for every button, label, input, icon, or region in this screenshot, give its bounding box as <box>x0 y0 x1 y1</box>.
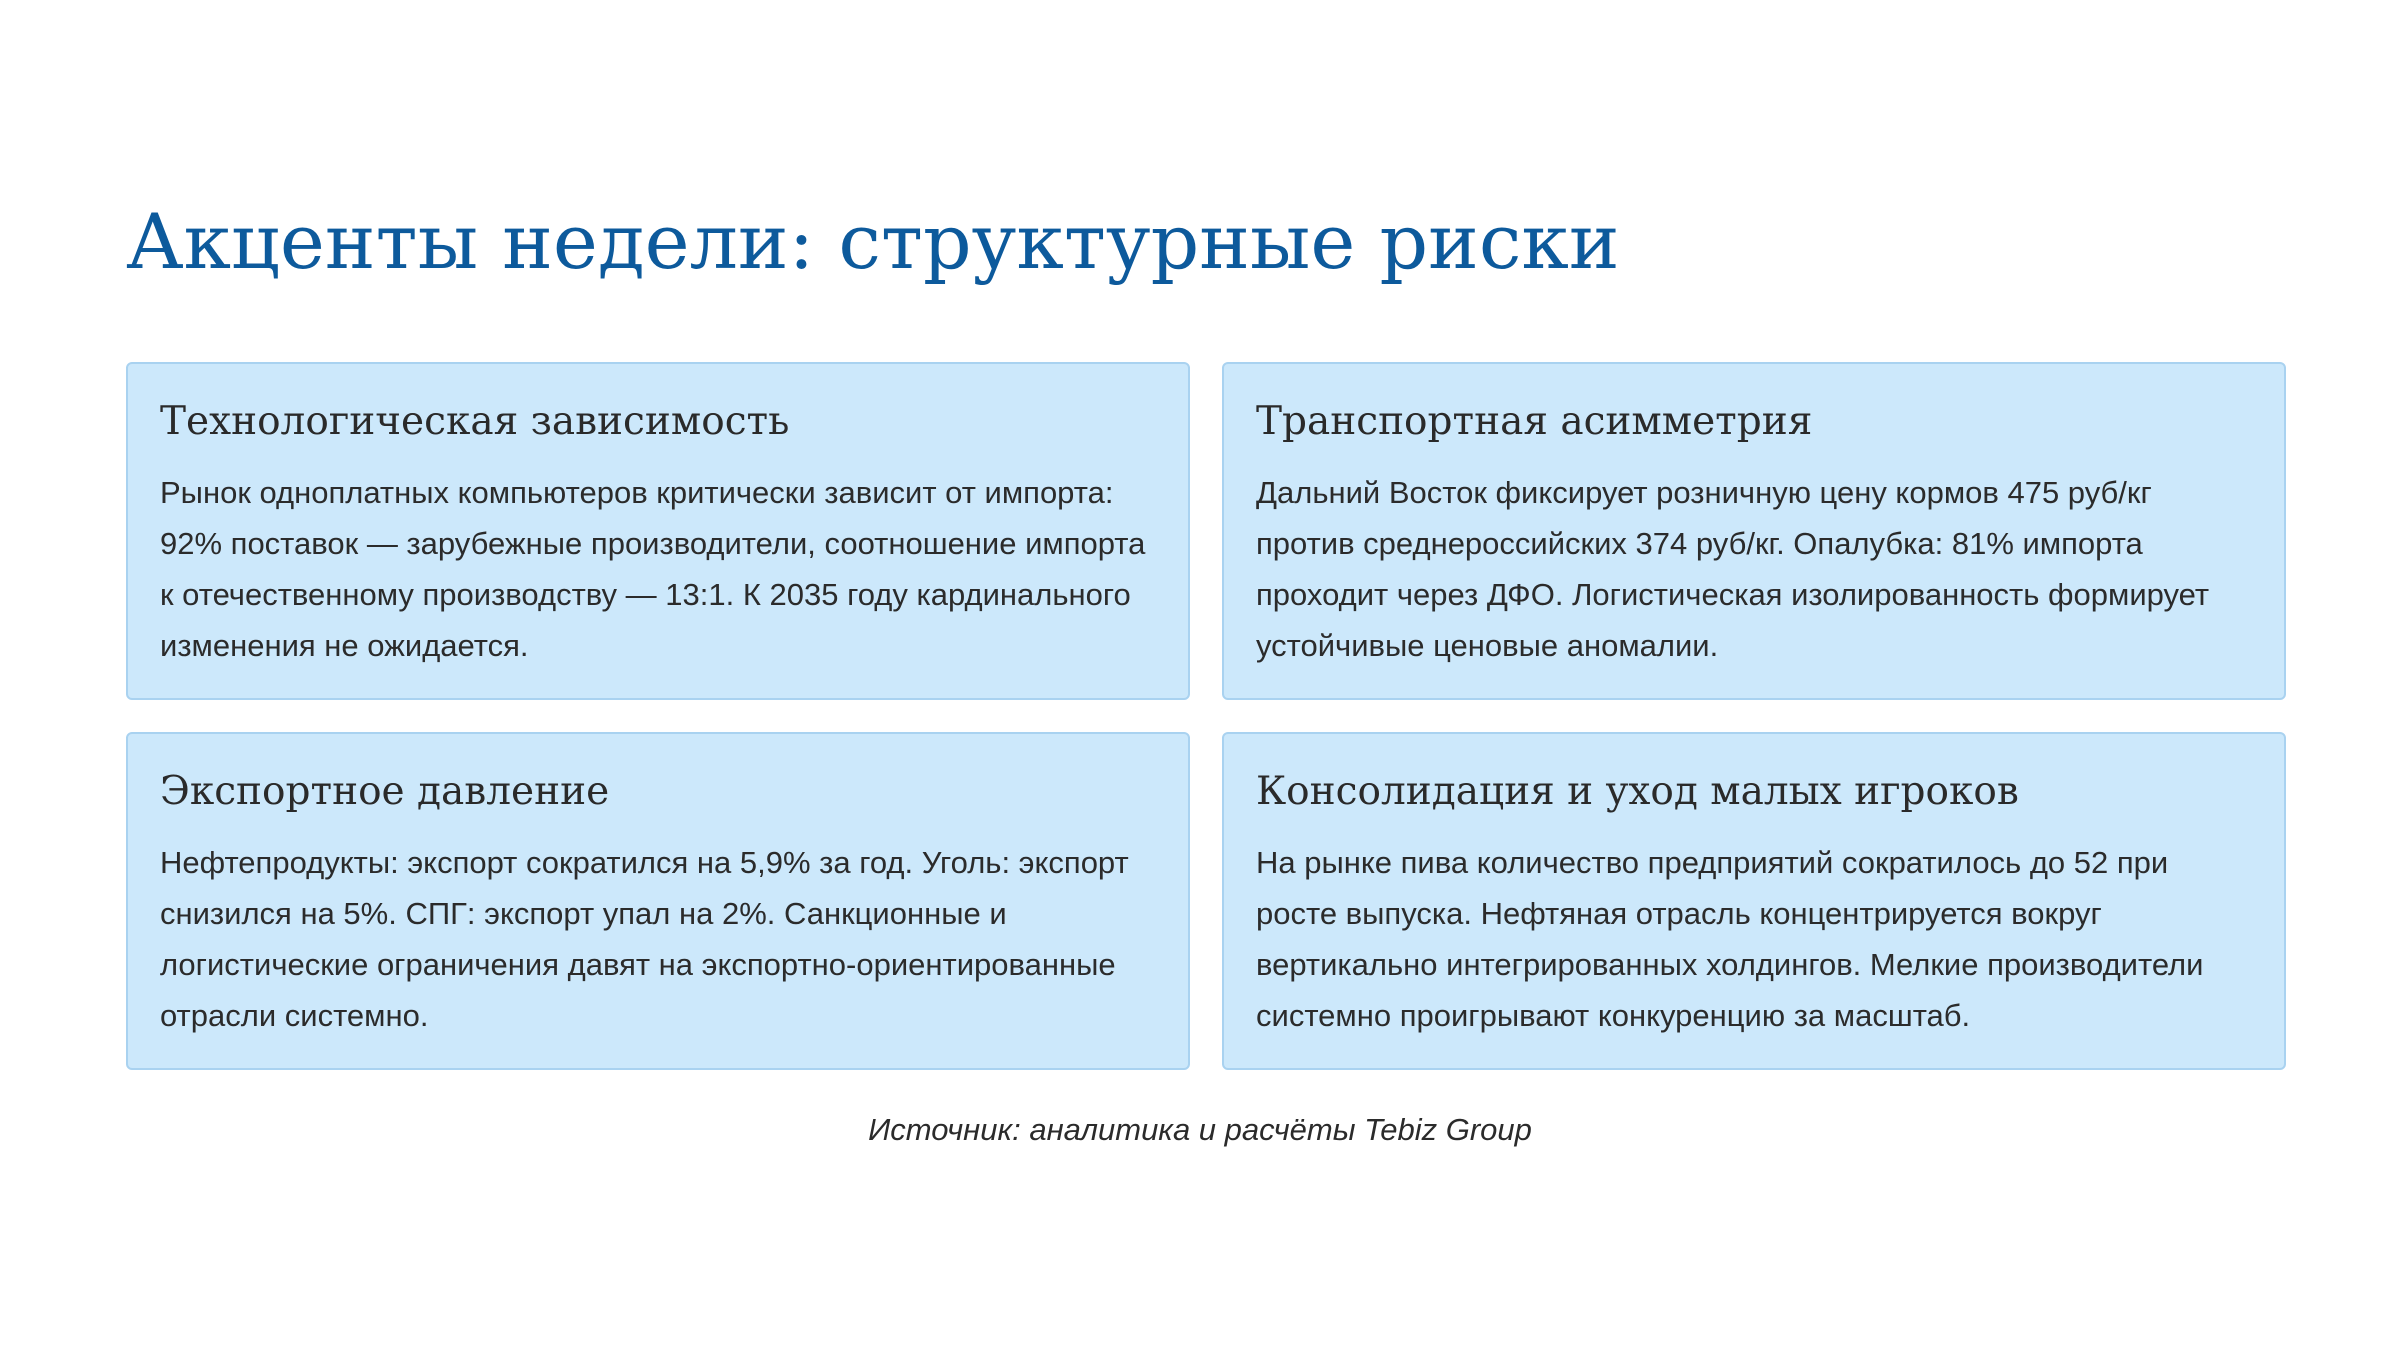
card-text: Дальний Восток фиксирует розничную цену кормов 475 руб/кг против среднероссийских 374 руб/кг. Опалубка: 81% импорта проходит через ДФО. Логистическая изолированность формирует устойчивые ценовые аномалии. <box>1256 474 2210 663</box>
card-export-pressure <box>126 732 1190 1070</box>
card-text: На рынке пива количество предприятий сократилось до 52 при росте выпуска. Нефтяная отрасль концентрируется вокруг вертикально интегрированных холдингов. Мелкие производители системно проигрывают конкуренцию за масштаб. <box>1256 844 2204 1033</box>
card-text: Рынок одноплатных компьютеров критически зависит от импорта: 92% поставок — зарубежные производители, соотношение импорта к отечественному производству — 13:1. К 2035 году кардинального изменения не ожидается. <box>160 474 1146 663</box>
card-consolidation <box>1222 732 2286 1070</box>
card-tech-dependency <box>126 362 1190 700</box>
card-text: Нефтепродукты: экспорт сократился на 5,9% за год. Уголь: экспорт снизился на 5%. СПГ: экспорт упал на 2%. Санкционные и логистические ограничения давят на экспортно-ориентированные отрасли системно. <box>160 844 1129 1033</box>
card-title: Консолидация и уход малых игроков <box>1256 769 2019 814</box>
card-title: Экспортное давление <box>160 769 610 814</box>
card-title: Транспортная асимметрия <box>1256 399 1813 444</box>
source-note: Источник: аналитика и расчёты Tebiz Group <box>868 1112 1532 1147</box>
cards-grid <box>126 362 2286 1070</box>
card-transport-asymmetry <box>1222 362 2286 700</box>
card-title: Технологическая зависимость <box>160 399 790 444</box>
page-title: Акценты недели: структурные риски <box>126 197 1620 286</box>
